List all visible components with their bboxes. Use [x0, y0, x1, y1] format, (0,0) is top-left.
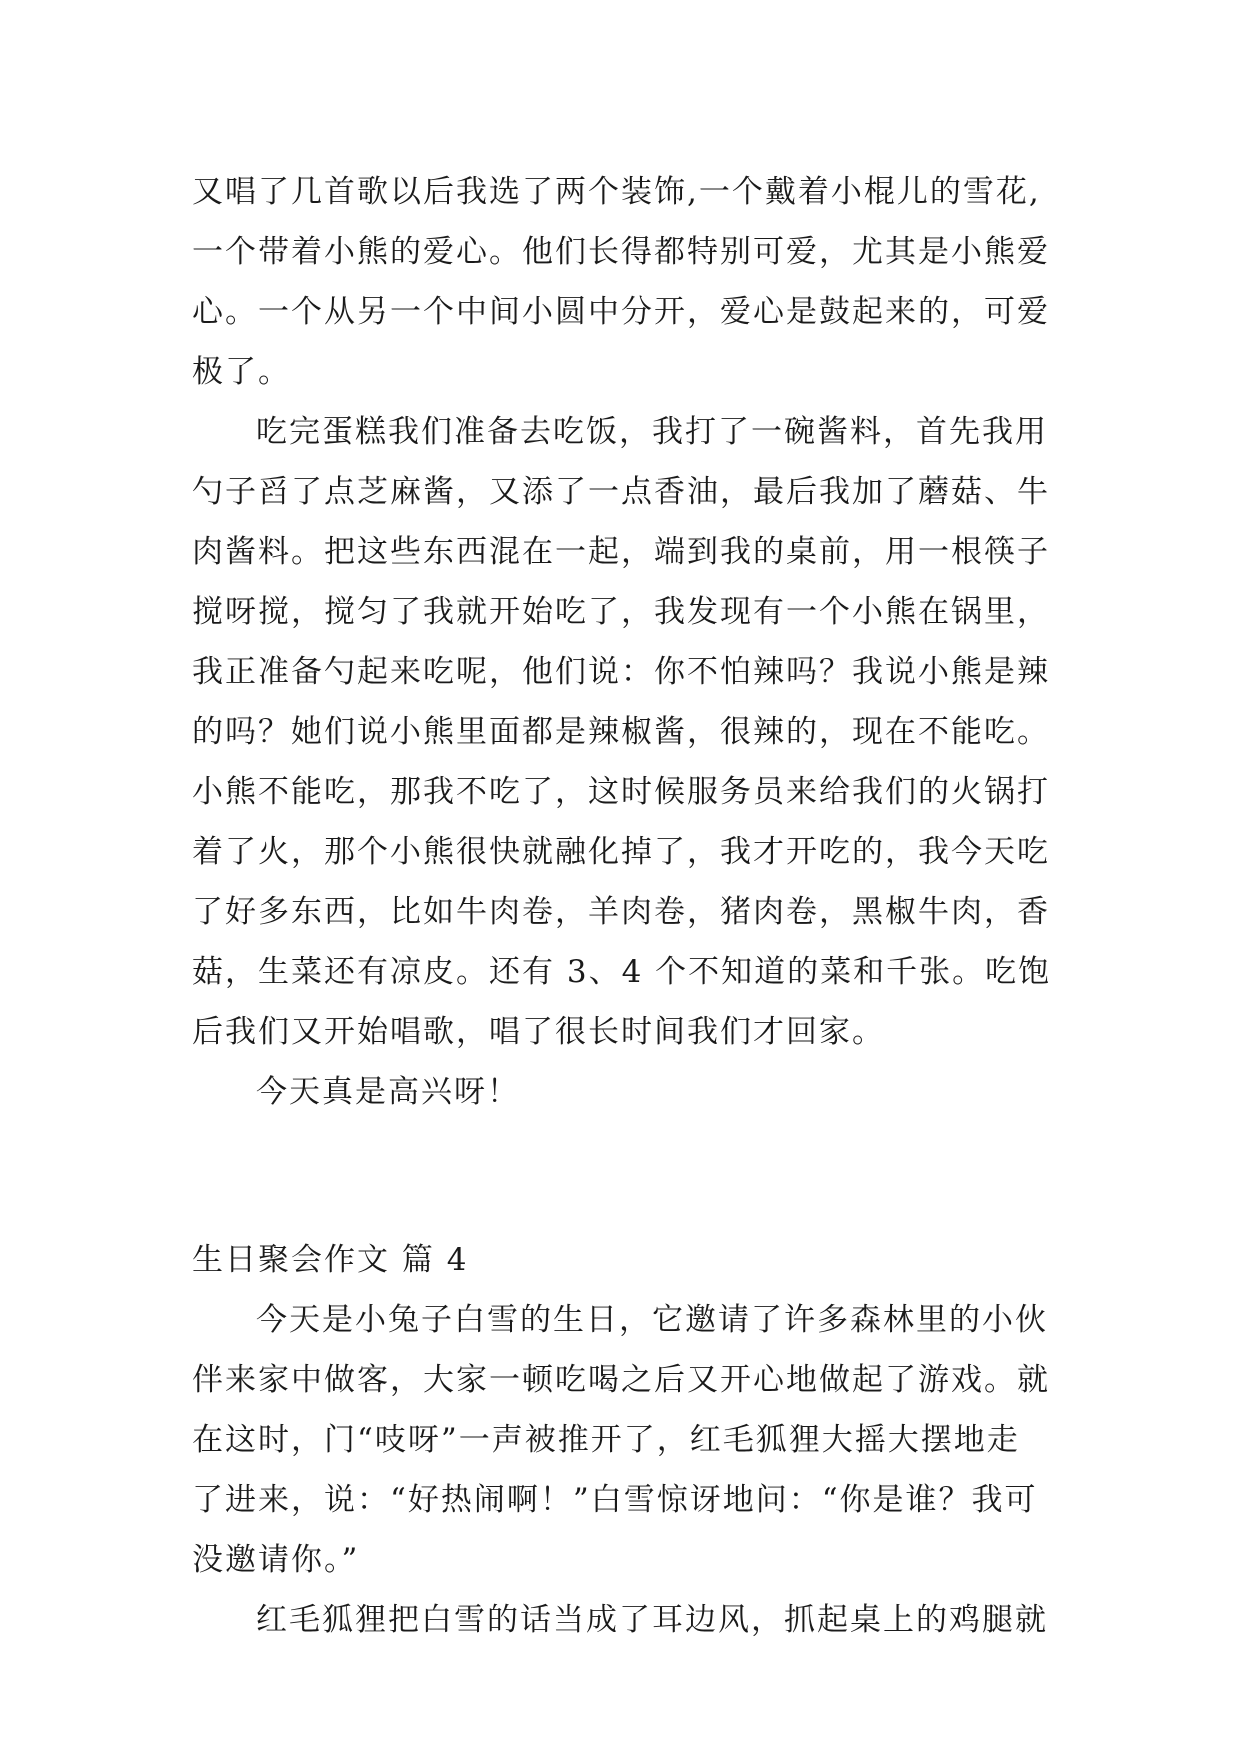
text-line: 后我们又开始唱歌，唱了很长时间我们才回家。	[192, 1014, 885, 1050]
text-line: 的吗？她们说小熊里面都是辣椒酱，很辣的，现在不能吃。	[192, 714, 1050, 750]
paragraph-3	[192, 1062, 1072, 1122]
text-line: 又唱了几首歌以后我选了两个装饰,一个戴着小棍儿的雪花,	[192, 174, 1041, 210]
paragraph-4	[192, 1290, 1072, 1590]
section-gap	[192, 1122, 1072, 1230]
text-line: 吃完蛋糕我们准备去吃饭，我打了一碗酱料，首先我用	[256, 414, 1048, 450]
text-line: 红毛狐狸把白雪的话当成了耳边风，抓起桌上的鸡腿就	[256, 1602, 1048, 1638]
text-line: 勺子舀了点芝麻酱，又添了一点香油，最后我加了蘑菇、牛	[192, 474, 1050, 510]
text-line: 菇，生菜还有凉皮。还有 3、4 个不知道的菜和千张。吃饱	[192, 954, 1052, 990]
text-line: 了进来，说：“好热闹啊！”白雪惊讶地问：“你是谁？我可	[192, 1482, 1038, 1518]
text-line: 小熊不能吃，那我不吃了，这时候服务员来给我们的火锅打	[192, 774, 1050, 810]
paragraph-1	[192, 162, 1072, 402]
document-body	[192, 162, 1072, 1650]
text-line: 搅呀搅，搅匀了我就开始吃了，我发现有一个小熊在锅里，	[192, 594, 1050, 630]
text-line: 没邀请你。”	[192, 1542, 360, 1578]
text-line: 了好多东西，比如牛肉卷，羊肉卷，猪肉卷，黑椒牛肉，香	[192, 894, 1050, 930]
text-line: 在这时，门“吱呀”一声被推开了，红毛狐狸大摇大摆地走	[192, 1422, 1020, 1458]
paragraph-2	[192, 402, 1072, 1062]
text-line: 伴来家中做客，大家一顿吃喝之后又开心地做起了游戏。就	[192, 1362, 1050, 1398]
text-line: 一个带着小熊的爱心。他们长得都特别可爱，尤其是小熊爱	[192, 234, 1050, 270]
text-line: 我正准备勺起来吃呢，他们说：你不怕辣吗？我说小熊是辣	[192, 654, 1050, 690]
paragraph-5	[192, 1590, 1072, 1650]
section-heading: 生日聚会作文 篇 4	[192, 1242, 469, 1278]
text-line: 今天真是高兴呀！	[256, 1074, 520, 1110]
text-line: 心。一个从另一个中间小圆中分开，爱心是鼓起来的，可爱	[192, 294, 1050, 330]
text-line: 极了。	[192, 354, 291, 390]
text-line: 今天是小兔子白雪的生日，它邀请了许多森林里的小伙	[256, 1302, 1048, 1338]
text-line: 着了火，那个小熊很快就融化掉了，我才开吃的，我今天吃	[192, 834, 1050, 870]
text-line: 肉酱料。把这些东西混在一起，端到我的桌前，用一根筷子	[192, 534, 1050, 570]
